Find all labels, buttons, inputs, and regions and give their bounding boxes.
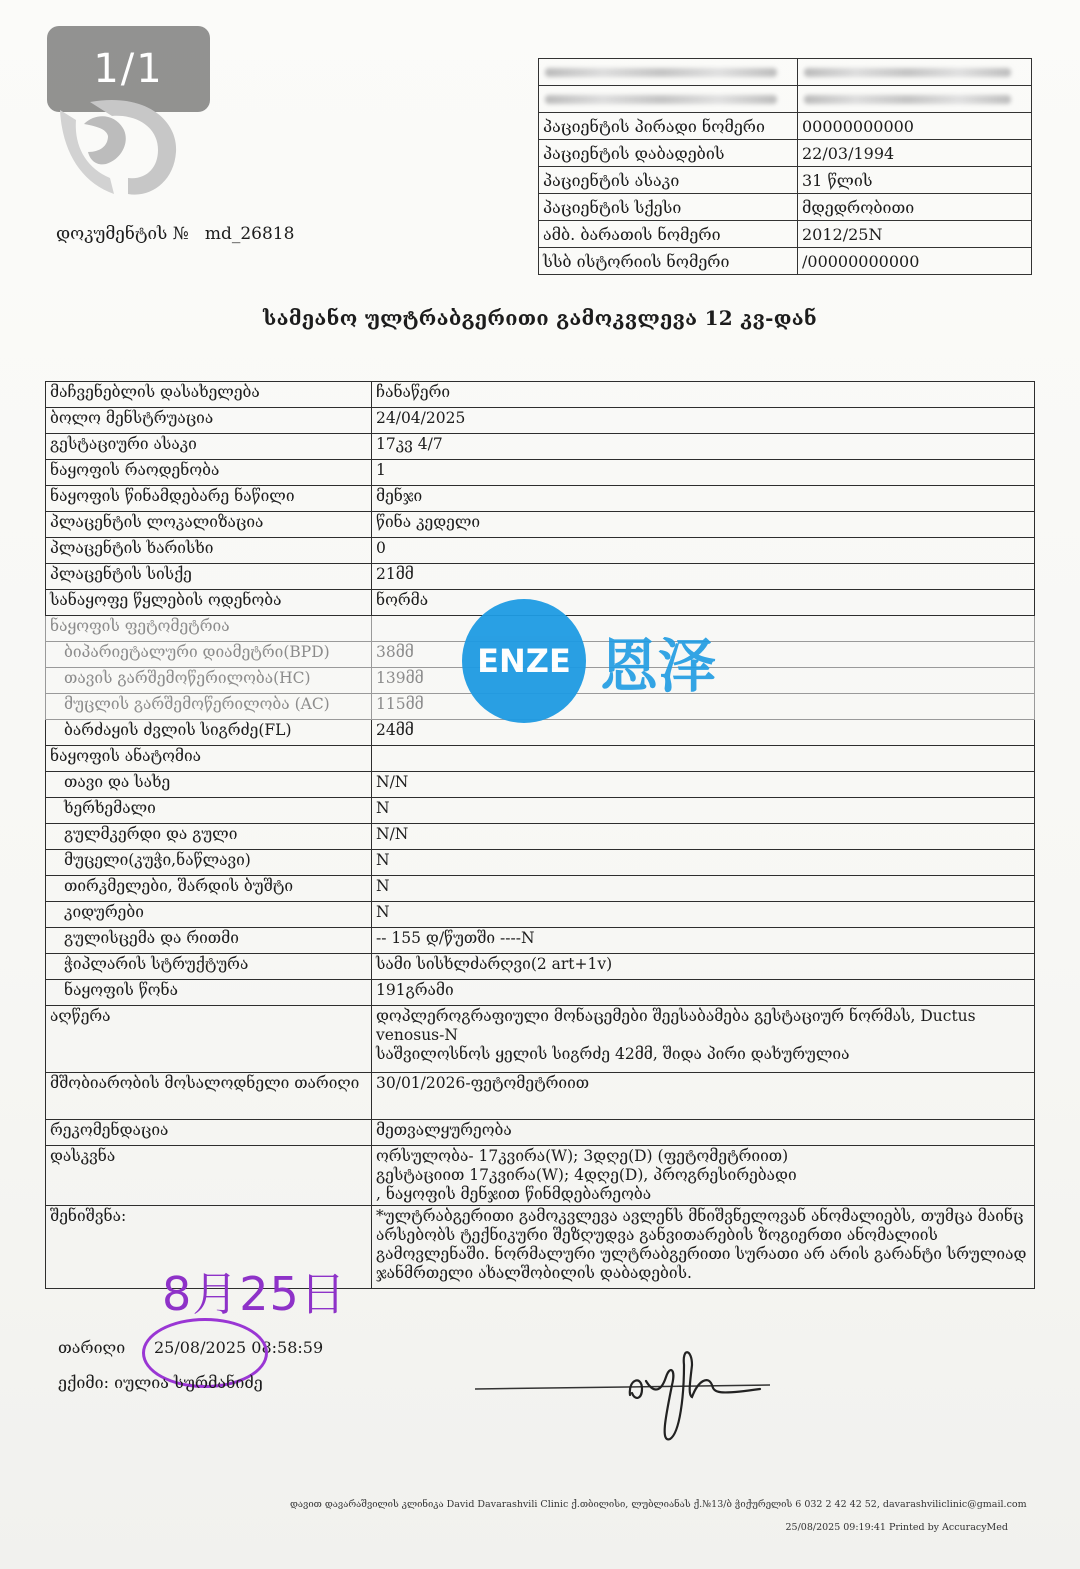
exam-row: პლაცენტის ხარისხი 0 [46, 538, 1035, 564]
anatomy-section-row: ნაყოფის ანატომია [46, 746, 1035, 772]
anatomy-row: თირკმელები, შარდის ბუშტი N [46, 876, 1035, 902]
anatomy-row: თავი და სახე N/N [46, 772, 1035, 798]
anatomy-row: გულისცემა და რითმი -- 155 დ/წუთში ----N [46, 928, 1035, 954]
doctor-line [58, 1373, 263, 1392]
patient-info-table [538, 58, 1032, 275]
exam-row: პლაცენტის ლოკალიზაცია წინა კედელი [46, 512, 1035, 538]
exam-row: გესტაციური ასაკი 17კვ 4/7 [46, 434, 1035, 460]
description-line: დოპლეროგრაფიული მონაცემები შეესაბამება გესტაციურ ნორმას, Ductus venosus-N [376, 1007, 976, 1044]
exam-row: ნაყოფის წინამდებარე ნაწილი მენჯი [46, 486, 1035, 512]
fetometry-row: მუცლის გარშემოწერილობა (AC) 115მმ [46, 694, 1035, 720]
exam-row: სანაყოფე წყლების ოდენობა ნორმა [46, 590, 1035, 616]
anatomy-row: მუცელი(კუჭი,ნაწლავი) N [46, 850, 1035, 876]
document-title: სამეანო ულტრაბგერითი გამოკვლევა 12 კვ-დან [262, 306, 818, 330]
exam-header-row: მაჩვენებლის დასახელება ჩანაწერი [46, 382, 1035, 408]
due-date-row: მშობიარობის მოსალოდნელი თარიღი 30/01/2026-ფეტომეტრიით [46, 1073, 1035, 1120]
description-row: აღწერა დოპლეროგრაფიული მონაცემები შეესაბამება გესტაციურ ნორმას, Ductus venosus-N საშვილოსნოს ყელის სიგრძე 42მმ, შიდა პირი დახურულია [46, 1006, 1035, 1073]
description-line: საშვილოსნოს ყელის სიგრძე 42მმ, შიდა პირი დახურულია [376, 1045, 850, 1063]
patient-info-row: პაციენტის სქესი მდედრობითი [539, 194, 1032, 221]
exam-row: ბოლო მენსტრუაცია 24/04/2025 [46, 408, 1035, 434]
exam-row: ნაყოფის რაოდენობა 1 [46, 460, 1035, 486]
fetometry-section-row: ნაყოფის ფეტომეტრია [46, 616, 1035, 642]
handwritten-date-annotation: 8月25日 [162, 1267, 347, 1321]
document-number-value: md_26818 [204, 224, 295, 244]
patient-info-row: ამბ. ბარათის ნომერი 2012/25N [539, 221, 1032, 248]
anatomy-row: გულმკერდი და გული N/N [46, 824, 1035, 850]
patient-info-row: სსბ ისტორიის ნომერი /00000000000 [539, 248, 1032, 275]
patient-info-row: პაციენტის დაბადების 22/03/1994 [539, 140, 1032, 167]
redacted-row [539, 86, 1032, 113]
signature-icon [470, 1335, 780, 1455]
conclusion-line: გესტაციით 17კვირა(W); 4დღე(D), პროგრესირებადი [376, 1166, 797, 1184]
watermark-text: 恩泽 [600, 632, 717, 700]
fetometry-row: ბიპარიეტალური დიამეტრი(BPD) 38მმ [46, 642, 1035, 668]
patient-info-row: პაციენტის ასაკი 31 წლის [539, 167, 1032, 194]
conclusion-row: დასკვნა ორსულობა- 17კვირა(W); 3დღე(D) (ფეტომეტრიით) გესტაციით 17კვირა(W); 4დღე(D), პროგრესირებადი , ნაყოფის მენჯით წინმდებარეობა [46, 1146, 1035, 1206]
exam-table [45, 381, 1035, 1289]
anatomy-row: ნაყოფის წონა 191გრამი [46, 980, 1035, 1006]
watermark [462, 598, 762, 724]
watermark-logo: ENZE [462, 599, 586, 723]
footer-print-info: 25/08/2025 09:19:41 Printed by AccuracyMed [785, 1522, 1008, 1533]
conclusion-line: , ნაყოფის მენჯით წინმდებარეობა [376, 1185, 652, 1203]
clinic-logo-icon [50, 90, 185, 200]
date-value: 25/08/2025 08:58:59 [154, 1338, 324, 1357]
date-label: თარიღი [58, 1338, 126, 1357]
conclusion-line: ორსულობა- 17კვირა(W); 3დღე(D) (ფეტომეტრიით) [376, 1147, 789, 1165]
patient-info-row: პაციენტის პირადი ნომერი 00000000000 [539, 113, 1032, 140]
document-number-label: დოკუმენტის № [56, 224, 189, 244]
recommendation-row: რეკომენდაცია მეთვალყურეობა [46, 1120, 1035, 1146]
exam-row: პლაცენტის სისქე 21მმ [46, 564, 1035, 590]
page-indicator: 1/1 [47, 26, 210, 112]
redacted-row [539, 59, 1032, 86]
fetometry-row: თავის გარშემოწერილობა(HC) 139მმ [46, 668, 1035, 694]
anatomy-row: ხერხემალი N [46, 798, 1035, 824]
fetometry-row: ბარძაყის ძვლის სიგრძე(FL) 24მმ [46, 720, 1035, 746]
footer-clinic-info: დავით დავარაშვილის კლინიკა David Davarashvili Clinic ქ.თბილისი, ლუბლიანას ქ.№13/ბ ჭიქურელის 6 032 2 42 42 52, davarashviliclinic@gmail.com [290, 1499, 1027, 1510]
doctor-label: ექიმი: [58, 1373, 110, 1392]
anatomy-row: კიდურები N [46, 902, 1035, 928]
note-row: შენიშვნა: *ულტრაბგერითი გამოკვლევა ავლენს მნიშვნელოვან ანომალიებს, თუმცა მაინც არსებობს ტექნიკური შეზღუდვა განვითარების ზოგიერთი ანომალიის გამოვლენაში. ნორმალური ულტრაბგერითი სურათი არ არის გარანტი სრულიად ჯანმრთელი ახალშობილის დაბადების. [46, 1206, 1035, 1289]
doctor-name: იულია სურმანიძე [114, 1373, 263, 1392]
anatomy-row: ჭიპლარის სტრუქტურა სამი სისხლძარღვი(2 art+1v) [46, 954, 1035, 980]
document-number [56, 224, 310, 244]
